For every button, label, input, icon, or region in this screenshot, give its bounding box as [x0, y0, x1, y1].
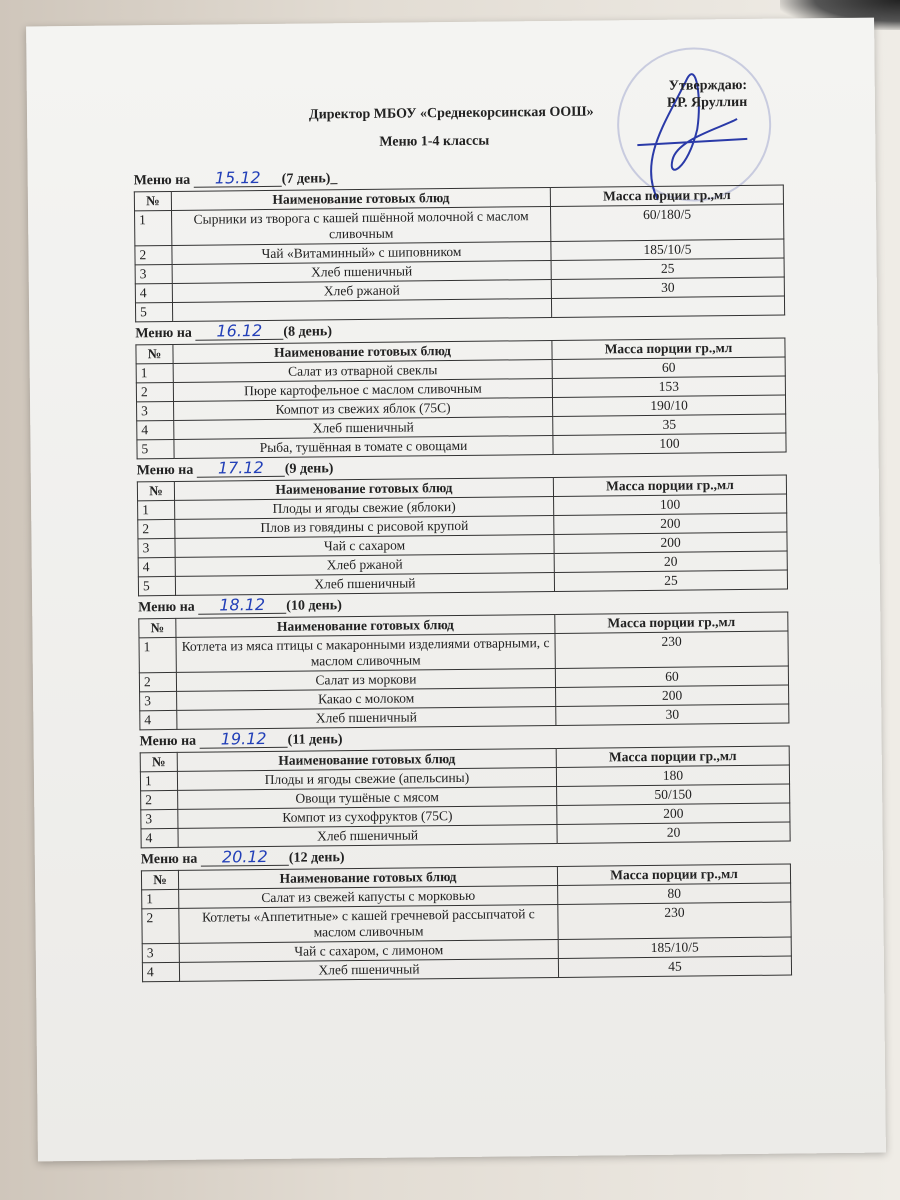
dish-name: Сырники из творога с кашей пшённой молочной с маслом сливочным [172, 206, 551, 245]
portion-mass: 185/10/5 [551, 239, 784, 260]
dish-name: Плоды и ягоды свежие (апельсины) [177, 767, 556, 790]
col-mass: Масса порции гр.,мл [550, 185, 783, 206]
menu-table [141, 864, 792, 983]
menu-table [138, 612, 789, 731]
row-num: 1 [138, 500, 175, 519]
row-num: 2 [135, 245, 172, 264]
col-num: № [136, 344, 173, 363]
menu-table [140, 746, 791, 849]
menu-prefix: Меню на [140, 851, 198, 868]
dish-name: Салат из моркови [176, 668, 555, 691]
row-num: 3 [135, 264, 172, 283]
director-title: Директор МБОУ «Среднекорсинская ООШ» [308, 104, 594, 123]
col-num: № [139, 618, 176, 637]
portion-mass: 200 [556, 685, 789, 706]
page-subtitle: Меню 1-4 классы [379, 133, 490, 150]
row-num: 2 [141, 790, 178, 809]
portion-mass: 60 [555, 666, 788, 687]
menu-table [135, 338, 786, 460]
row-num: 1 [142, 889, 179, 908]
portion-mass: 30 [556, 704, 789, 725]
row-num: 4 [137, 420, 174, 439]
row-num: 3 [140, 691, 177, 710]
dish-name: Салат из свежей капусты с морковью [179, 885, 558, 908]
dish-name: Салат из отварной свеклы [173, 359, 552, 382]
menu-prefix: Меню на [135, 325, 192, 342]
dish-name: Хлеб пшеничный [172, 260, 551, 283]
day-number: (9 день) [284, 461, 334, 477]
portion-mass: 25 [551, 258, 784, 279]
dish-name: Хлеб ржаной [175, 553, 554, 576]
portion-mass: 185/10/5 [558, 937, 791, 958]
portion-mass [551, 296, 784, 317]
row-num: 3 [142, 943, 179, 962]
portion-mass: 35 [553, 414, 786, 435]
col-mass: Масса порции гр.,мл [552, 338, 785, 359]
col-num: № [134, 191, 171, 210]
row-num: 1 [140, 771, 177, 790]
menu-prefix: Меню на [139, 733, 197, 750]
dish-name: Рыба, тушённая в томате с овощами [174, 435, 553, 458]
row-num: 3 [141, 809, 178, 828]
portion-mass: 45 [558, 956, 791, 977]
handwritten-date: 16.12 [195, 323, 283, 341]
col-name: Наименование готовых блюд [178, 866, 557, 889]
portion-mass: 100 [554, 494, 787, 515]
portion-mass: 20 [557, 822, 790, 843]
dish-name: Хлеб пшеничный [178, 824, 557, 847]
handwritten-date: 19.12 [200, 731, 288, 749]
portion-mass: 190/10 [552, 395, 785, 416]
row-num: 1 [136, 363, 173, 382]
dish-name: Хлеб пшеничный [174, 416, 553, 439]
dish-name [172, 298, 551, 321]
portion-mass: 60/180/5 [550, 204, 783, 241]
approve-label: Утверждаю: [668, 77, 748, 94]
row-num: 2 [142, 908, 179, 943]
col-name: Наименование готовых блюд [171, 187, 550, 210]
row-num: 5 [135, 302, 172, 321]
row-num: 4 [142, 962, 179, 981]
day-number: (10 день) [286, 598, 342, 614]
col-num: № [137, 481, 174, 500]
row-num: 2 [139, 672, 176, 691]
portion-mass: 30 [551, 277, 784, 298]
portion-mass: 200 [554, 532, 787, 553]
portion-mass: 180 [556, 765, 789, 786]
col-mass: Масса порции гр.,мл [557, 864, 790, 885]
handwritten-date: 17.12 [197, 460, 285, 478]
portion-mass: 25 [554, 570, 787, 591]
col-mass: Масса порции гр.,мл [556, 746, 789, 767]
menu-table [137, 475, 788, 597]
col-name: Наименование готовых блюд [176, 614, 555, 637]
dish-name: Компот из сухофруктов (75С) [178, 805, 557, 828]
portion-mass: 20 [554, 551, 787, 572]
row-num: 4 [138, 557, 175, 576]
portion-mass: 200 [554, 513, 787, 534]
row-num: 2 [136, 382, 173, 401]
row-num: 1 [135, 210, 172, 245]
handwritten-date: 15.12 [194, 170, 282, 188]
dish-name: Плов из говядины с рисовой крупой [175, 515, 554, 538]
dish-name: Овощи тушёные с мясом [178, 786, 557, 809]
dish-name: Чай с сахаром, с лимоном [179, 939, 558, 962]
dish-name: Хлеб пшеничный [175, 572, 554, 595]
dish-name: Пюре картофельное с маслом сливочным [173, 378, 552, 401]
row-num: 5 [137, 439, 174, 458]
col-name: Наименование готовых блюд [173, 340, 552, 363]
row-num: 5 [138, 576, 175, 595]
day-number: (12 день) [288, 850, 345, 866]
dish-name: Компот из свежих яблок (75С) [174, 397, 553, 420]
col-num: № [141, 870, 178, 889]
menu-document [26, 18, 886, 1162]
dish-name: Хлеб пшеничный [177, 706, 556, 729]
dish-name: Чай «Витаминный» с шиповником [172, 241, 551, 264]
row-num: 2 [138, 519, 175, 538]
col-name: Наименование готовых блюд [174, 477, 553, 500]
approver-name: Р.Р. Яруллин [666, 94, 748, 111]
row-num: 3 [138, 538, 175, 557]
portion-mass: 60 [552, 357, 785, 378]
dish-name: Чай с сахаром [175, 534, 554, 557]
portion-mass: 100 [553, 433, 786, 454]
menu-prefix: Меню на [133, 172, 191, 189]
handwritten-date: 18.12 [198, 597, 286, 615]
col-name: Наименование готовых блюд [177, 748, 556, 771]
dish-name: Хлеб ржаной [172, 279, 551, 302]
portion-mass: 50/150 [557, 784, 790, 805]
dish-name: Плоды и ягоды свежие (яблоки) [175, 496, 554, 519]
approval-block [667, 77, 748, 112]
dish-name: Котлета из мяса птицы с макаронными изделиями отварными, с маслом сливочным [176, 633, 555, 672]
row-num: 3 [137, 401, 174, 420]
handwritten-date: 20.12 [201, 849, 289, 867]
row-num: 1 [139, 637, 176, 672]
dish-name: Какао с молоком [177, 687, 556, 710]
portion-mass: 80 [558, 883, 791, 904]
menu-prefix: Меню на [138, 599, 195, 616]
row-num: 4 [140, 710, 177, 729]
menu-prefix: Меню на [136, 462, 194, 479]
day-number: (11 день) [287, 732, 343, 748]
dish-name: Котлеты «Аппетитные» с кашей гречневой рассыпчатой с маслом сливочным [179, 904, 558, 943]
portion-mass: 200 [557, 803, 790, 824]
day-number: (8 день) [283, 324, 333, 340]
dish-name: Хлеб пшеничный [179, 958, 558, 981]
col-mass: Масса порции гр.,мл [555, 612, 788, 633]
menu-table [134, 185, 785, 323]
portion-mass: 230 [555, 631, 788, 668]
row-num: 4 [135, 283, 172, 302]
menus-container [134, 165, 792, 985]
col-mass: Масса порции гр.,мл [553, 475, 786, 496]
portion-mass: 153 [552, 376, 785, 397]
portion-mass: 230 [558, 902, 791, 939]
col-num: № [140, 752, 177, 771]
day-number: (7 день)_ [281, 171, 338, 187]
row-num: 4 [141, 828, 178, 847]
